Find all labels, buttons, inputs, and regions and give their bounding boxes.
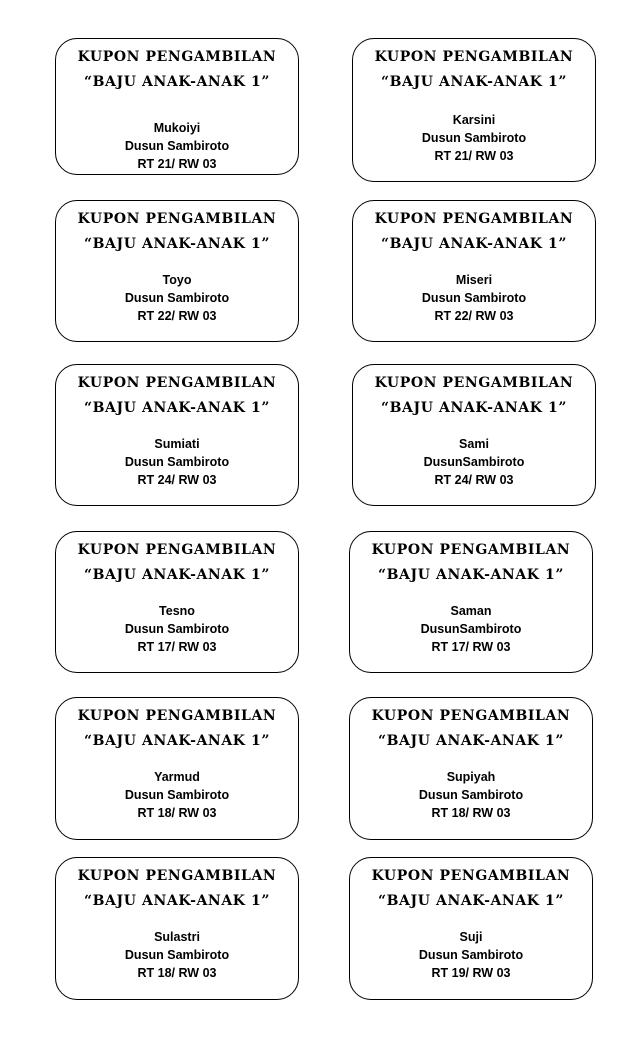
coupon-card — [349, 857, 593, 1000]
coupon-card — [55, 857, 299, 1000]
recipient-rt-rw: RT 24/ RW 03 — [434, 473, 514, 487]
recipient-info — [353, 111, 595, 165]
recipient-address: DusunSambiroto — [423, 455, 525, 469]
coupon-subtitle: “BAJU ANAK-ANAK 1” — [380, 74, 568, 90]
recipient-address: Dusun Sambiroto — [421, 291, 527, 305]
recipient-rt-rw: RT 22/ RW 03 — [137, 309, 217, 323]
coupon-subtitle: “BAJU ANAK-ANAK 1” — [377, 567, 565, 583]
recipient-rt-rw: RT 19/ RW 03 — [431, 966, 511, 980]
recipient-info — [56, 768, 298, 822]
recipient-rt-rw: RT 18/ RW 03 — [137, 966, 217, 980]
recipient-address: Dusun Sambiroto — [124, 139, 230, 153]
coupon-subtitle: “BAJU ANAK-ANAK 1” — [83, 893, 271, 909]
coupon-title: KUPON PENGAMBILAN — [374, 49, 574, 65]
coupon-title: KUPON PENGAMBILAN — [77, 708, 277, 724]
coupon-card — [55, 38, 299, 175]
recipient-name: Supiyah — [446, 770, 496, 784]
coupon-card — [55, 531, 299, 673]
coupon-subtitle: “BAJU ANAK-ANAK 1” — [83, 733, 271, 749]
coupon-title: KUPON PENGAMBILAN — [371, 868, 571, 884]
coupon-title: KUPON PENGAMBILAN — [77, 868, 277, 884]
recipient-address: Dusun Sambiroto — [124, 788, 230, 802]
recipient-info — [353, 271, 595, 325]
coupon-card — [55, 697, 299, 840]
coupon-title: KUPON PENGAMBILAN — [77, 375, 277, 391]
coupon-subtitle: “BAJU ANAK-ANAK 1” — [83, 236, 271, 252]
coupon-card — [349, 697, 593, 840]
recipient-address: DusunSambiroto — [420, 622, 522, 636]
coupon-subtitle: “BAJU ANAK-ANAK 1” — [83, 567, 271, 583]
coupon-card — [349, 531, 593, 673]
coupon-subtitle: “BAJU ANAK-ANAK 1” — [380, 236, 568, 252]
recipient-info — [56, 435, 298, 489]
coupon-subtitle: “BAJU ANAK-ANAK 1” — [83, 400, 271, 416]
recipient-rt-rw: RT 18/ RW 03 — [431, 806, 511, 820]
recipient-address: Dusun Sambiroto — [418, 948, 524, 962]
recipient-address: Dusun Sambiroto — [421, 131, 527, 145]
recipient-info — [56, 271, 298, 325]
recipient-name: Sumiati — [154, 437, 200, 451]
recipient-address: Dusun Sambiroto — [124, 455, 230, 469]
recipient-info — [353, 435, 595, 489]
coupon-title: KUPON PENGAMBILAN — [374, 211, 574, 227]
recipient-address: Dusun Sambiroto — [418, 788, 524, 802]
coupon-subtitle: “BAJU ANAK-ANAK 1” — [377, 733, 565, 749]
recipient-address: Dusun Sambiroto — [124, 291, 230, 305]
recipient-info — [350, 928, 592, 982]
recipient-rt-rw: RT 21/ RW 03 — [137, 157, 217, 171]
coupon-title: KUPON PENGAMBILAN — [374, 375, 574, 391]
recipient-info — [56, 602, 298, 656]
recipient-rt-rw: RT 18/ RW 03 — [137, 806, 217, 820]
coupon-title: KUPON PENGAMBILAN — [77, 542, 277, 558]
coupon-card — [55, 200, 299, 342]
recipient-name: Sami — [459, 437, 489, 451]
recipient-rt-rw: RT 17/ RW 03 — [431, 640, 511, 654]
recipient-name: Karsini — [452, 113, 496, 127]
recipient-rt-rw: RT 24/ RW 03 — [137, 473, 217, 487]
recipient-rt-rw: RT 21/ RW 03 — [434, 149, 514, 163]
coupon-subtitle: “BAJU ANAK-ANAK 1” — [83, 74, 271, 90]
coupon-title: KUPON PENGAMBILAN — [371, 542, 571, 558]
coupon-card — [352, 364, 596, 506]
coupon-title: KUPON PENGAMBILAN — [371, 708, 571, 724]
coupon-card — [352, 200, 596, 342]
recipient-name: Suji — [459, 930, 483, 944]
recipient-rt-rw: RT 22/ RW 03 — [434, 309, 514, 323]
coupon-title: KUPON PENGAMBILAN — [77, 49, 277, 65]
recipient-address: Dusun Sambiroto — [124, 948, 230, 962]
recipient-name: Miseri — [455, 273, 493, 287]
recipient-info — [350, 602, 592, 656]
coupon-card — [352, 38, 596, 182]
recipient-info — [56, 119, 298, 173]
recipient-info — [350, 768, 592, 822]
recipient-name: Tesno — [159, 604, 195, 618]
coupon-subtitle: “BAJU ANAK-ANAK 1” — [377, 893, 565, 909]
recipient-name: Sulastri — [154, 930, 200, 944]
recipient-info — [56, 928, 298, 982]
coupon-subtitle: “BAJU ANAK-ANAK 1” — [380, 400, 568, 416]
recipient-name: Saman — [450, 604, 492, 618]
recipient-rt-rw: RT 17/ RW 03 — [137, 640, 217, 654]
recipient-name: Yarmud — [154, 770, 200, 784]
coupon-card — [55, 364, 299, 506]
coupon-title: KUPON PENGAMBILAN — [77, 211, 277, 227]
recipient-name: Toyo — [162, 273, 192, 287]
recipient-name: Mukoiyi — [153, 121, 201, 135]
recipient-address: Dusun Sambiroto — [124, 622, 230, 636]
